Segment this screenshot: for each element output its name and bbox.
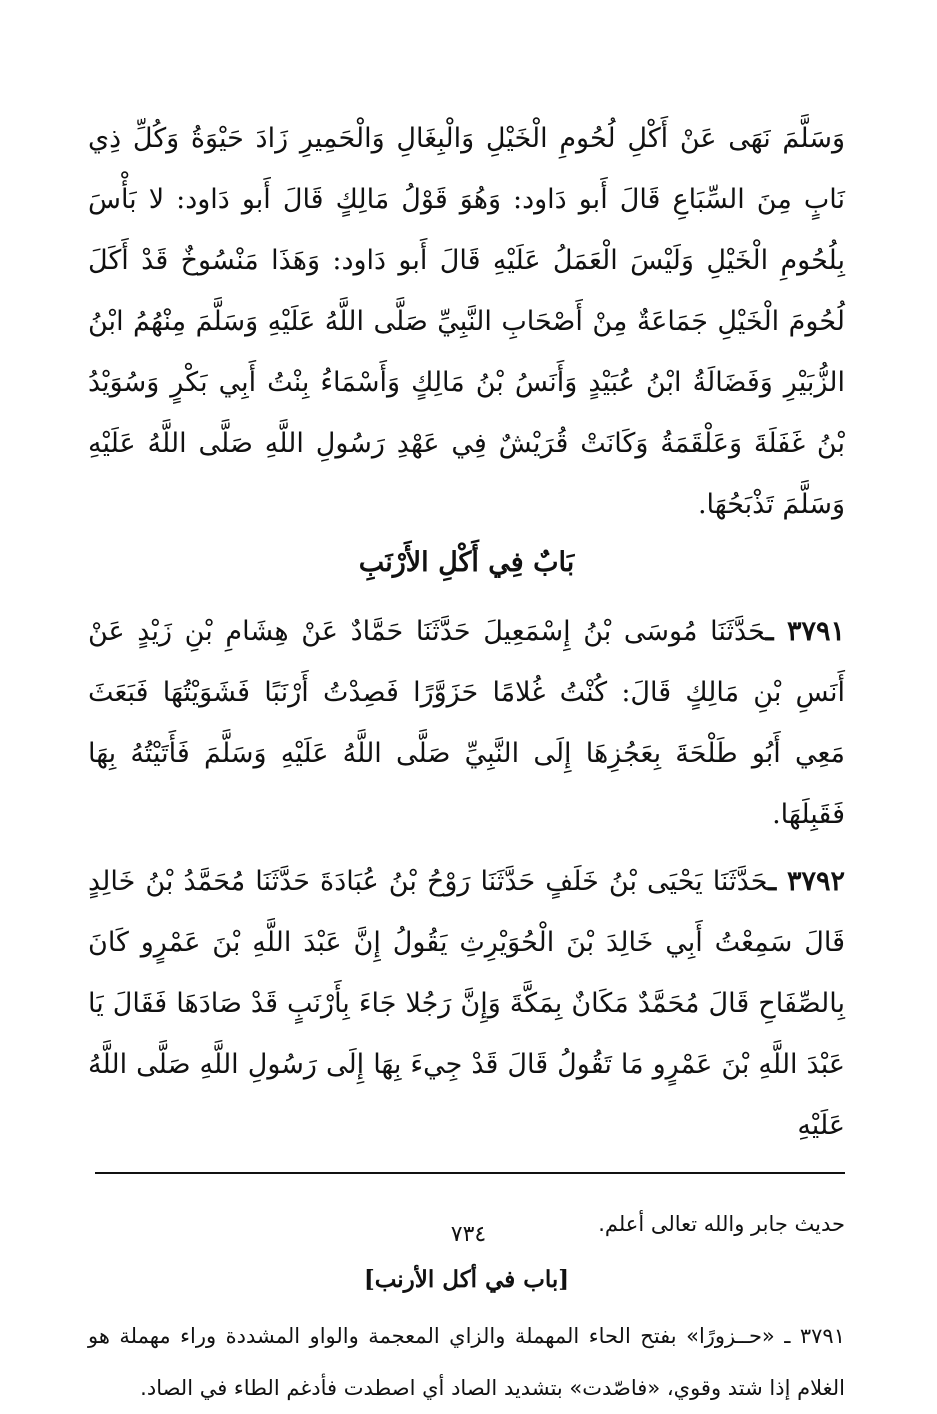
commentary-note-3791: ٣٧٩١ ـ «حــزورًا» بفتح الحاء المهملة والزاي المعجمة والواو المشددة وراء مهملة هو الغلام إذا شتد وقوي، «فاصّدت» بتشديد الصاد أي اصطدت فأدغم الطاء في الصاد.	[88, 1324, 845, 1400]
main-text	[88, 108, 845, 1156]
commentary-line: حديث جابر والله تعالى أعلم.	[598, 1212, 845, 1236]
hadith-3792	[88, 851, 845, 1156]
page-number: ٧٣٤	[450, 1222, 487, 1247]
paragraph-continuation: وَسَلَّمَ نَهَى عَنْ أَكْلِ لُحُومِ الْخَيْلِ وَالْبِغَالِ وَالْحَمِيرِ زَادَ حَيْوَةُ وَكُلِّ ذِي نَابٍ مِنَ السِّبَاعِ قَالَ أَبو دَاود: وَهُوَ قَوْلُ مَالِكٍ قَالَ أَبو دَاود: لا بَأْسَ بِلُحُومِ الْخَيْلِ وَلَيْسَ الْعَمَلُ عَلَيْهِ قَالَ أَبو دَاود: وَهَذَا مَنْسُوخٌ قَدْ أَكَلَ لُحُومَ الْخَيْلِ جَمَاعَةٌ مِنْ أَصْحَابِ النَّبِيِّ صَلَّى اللَّهُ عَلَيْهِ وَسَلَّمَ مِنْهُمُ ابْنُ الزُّبَيْرِ وَفَضَالَةُ ابْنُ عُبَيْدٍ وَأَنَسُ بْنُ مَالِكٍ وَأَسْمَاءُ بِنْتُ أَبِي بَكْرٍ وَسُوَيْدُ بْنُ غَفَلَةَ وَعَلْقَمَةُ وَكَانَتْ قُرَيْشٌ فِي عَهْدِ رَسُولِ اللَّهِ صَلَّى اللَّهُ عَلَيْهِ وَسَلَّمَ تَذْبَحُهَا.	[88, 123, 845, 520]
hadith-text: حَدَّثَنَا يَحْيَى بْنُ خَلَفٍ حَدَّثَنَا رَوْحُ بْنُ عُبَادَةَ حَدَّثَنَا مُحَمَّدُ بْنُ خَالِدٍ قَالَ سَمِعْتُ أَبِي خَالِدَ بْنَ الْحُوَيْرِثِ يَقُولُ إِنَّ عَبْدَ اللَّهِ بْنَ عَمْرٍو كَانَ بِالصِّفَاحِ قَالَ مُحَمَّدٌ مَكَانٌ بِمَكَّةَ وَإِنَّ رَجُلا جَاءَ بِأَرْنَبٍ قَدْ صَادَهَا فَقَالَ يَا عَبْدَ اللَّهِ بْنَ عَمْرٍو مَا تَقُولُ قَالَ قَدْ جِيءَ بِهَا إِلَى رَسُولِ اللَّهِ صَلَّى اللَّهُ عَلَيْهِ	[88, 866, 845, 1141]
hadith-number: ٣٧٩١ ـ	[765, 616, 845, 647]
chapter-heading: بَابٌ فِي أَكْلِ الأَرْنَبِ	[358, 547, 575, 578]
footnote-divider	[95, 1172, 845, 1174]
commentary-chapter-heading: [باب في أكل الأرنب]	[363, 1266, 570, 1293]
hadith-number: ٣٧٩٢ ـ	[768, 866, 845, 897]
hadith-3791	[88, 601, 845, 845]
hadith-text: حَدَّثَنَا مُوسَى بْنُ إِسْمَعِيلَ حَدَّثَنَا حَمَّادٌ عَنْ هِشَامِ بْنِ زَيْدٍ عَنْ أَنَسِ بْنِ مَالِكٍ قَالَ: كُنْتُ غُلامًا حَزَوَّرًا فَصِدْتُ أَرْنَبًا فَشَوَيْتُهَا فَبَعَثَ مَعِي أَبُو طَلْحَةَ بِعَجُزِهَا إِلَى النَّبِيِّ صَلَّى اللَّهُ عَلَيْهِ وَسَلَّمَ فَأَتَيْتُهُ بِهَا فَقَبِلَهَا.	[88, 616, 845, 830]
